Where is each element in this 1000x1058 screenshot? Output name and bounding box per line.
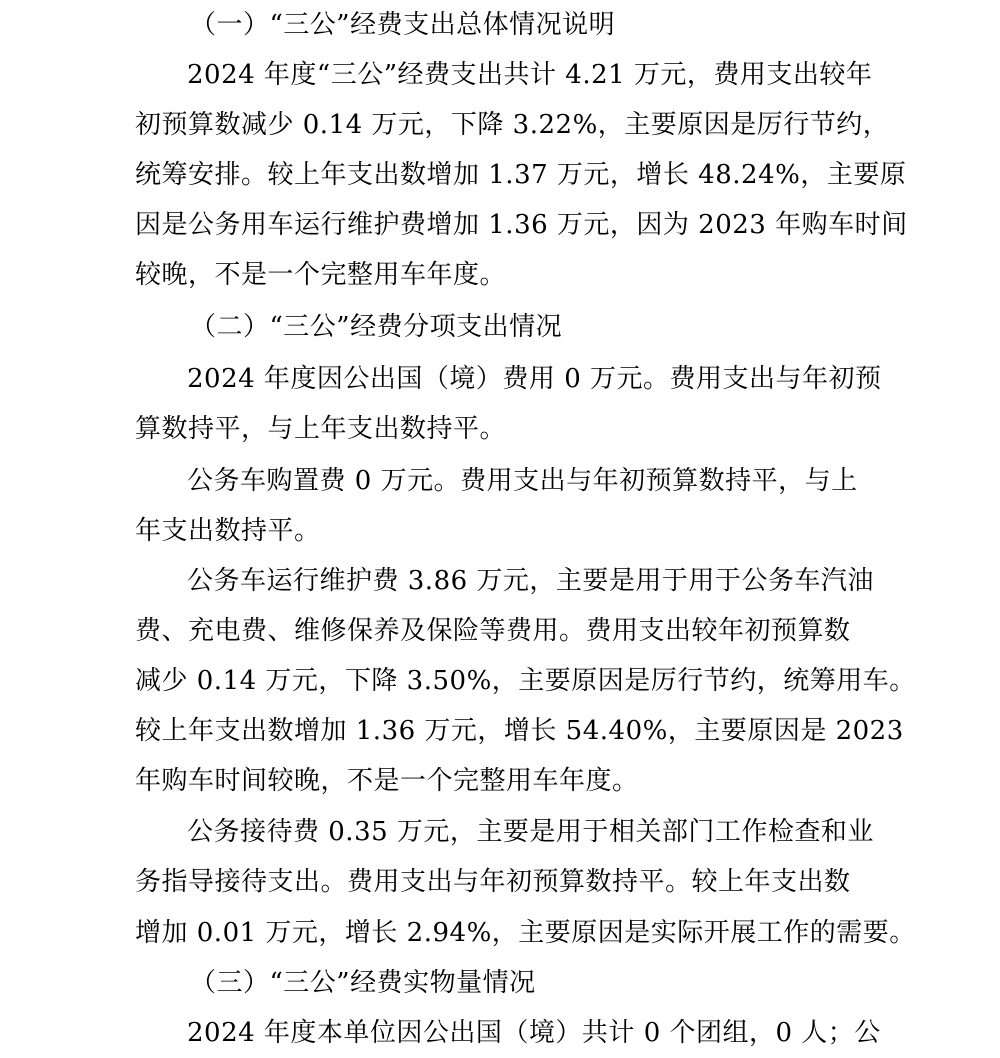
paragraph-line: 减少 0.14 万元，下降 3.50%，主要原因是厉行节约，统筹用车。 bbox=[135, 666, 916, 696]
paragraph-line: 统筹安排。较上年支出数增加 1.37 万元，增长 48.24%，主要原 bbox=[135, 160, 907, 190]
section-heading-2: （二）“三公”经费分项支出情况 bbox=[190, 312, 563, 342]
section-heading-3: （三）“三公”经费实物量情况 bbox=[190, 968, 536, 998]
paragraph-line: 公务接待费 0.35 万元，主要是用于相关部门工作检查和业 bbox=[187, 817, 874, 847]
paragraph-line: 初预算数减少 0.14 万元，下降 3.22%，主要原因是厉行节约， bbox=[135, 110, 890, 140]
paragraph-line: 年支出数持平。 bbox=[135, 516, 321, 546]
paragraph-line: 算数持平，与上年支出数持平。 bbox=[135, 414, 507, 444]
paragraph-line: 公务车运行维护费 3.86 万元，主要是用于用于公务车汽油 bbox=[187, 566, 874, 596]
paragraph-line: 2024 年度因公出国（境）费用 0 万元。费用支出与年初预 bbox=[187, 364, 882, 394]
paragraph-line: 费、充电费、维修保养及保险等费用。费用支出较年初预算数 bbox=[135, 616, 851, 646]
paragraph-line: 因是公务用车运行维护费增加 1.36 万元，因为 2023 年购车时间 bbox=[135, 210, 908, 240]
section-heading-1: （一）“三公”经费支出总体情况说明 bbox=[190, 10, 616, 40]
paragraph-line: 2024 年度本单位因公出国（境）共计 0 个团组，0 人；公 bbox=[187, 1018, 881, 1048]
paragraph-line: 年购车时间较晚，不是一个完整用车年度。 bbox=[135, 766, 639, 796]
paragraph-line: 公务车购置费 0 万元。费用支出与年初预算数持平，与上 bbox=[187, 466, 858, 496]
paragraph-line: 较上年支出数增加 1.36 万元，增长 54.40%，主要原因是 2023 bbox=[135, 716, 904, 746]
paragraph-line: 2024 年度“三公”经费支出共计 4.21 万元，费用支出较年 bbox=[187, 60, 873, 90]
paragraph-line: 较晚，不是一个完整用车年度。 bbox=[135, 260, 507, 290]
paragraph-line: 务指导接待支出。费用支出与年初预算数持平。较上年支出数 bbox=[135, 867, 851, 897]
paragraph-line: 增加 0.01 万元，增长 2.94%，主要原因是实际开展工作的需要。 bbox=[135, 918, 916, 948]
